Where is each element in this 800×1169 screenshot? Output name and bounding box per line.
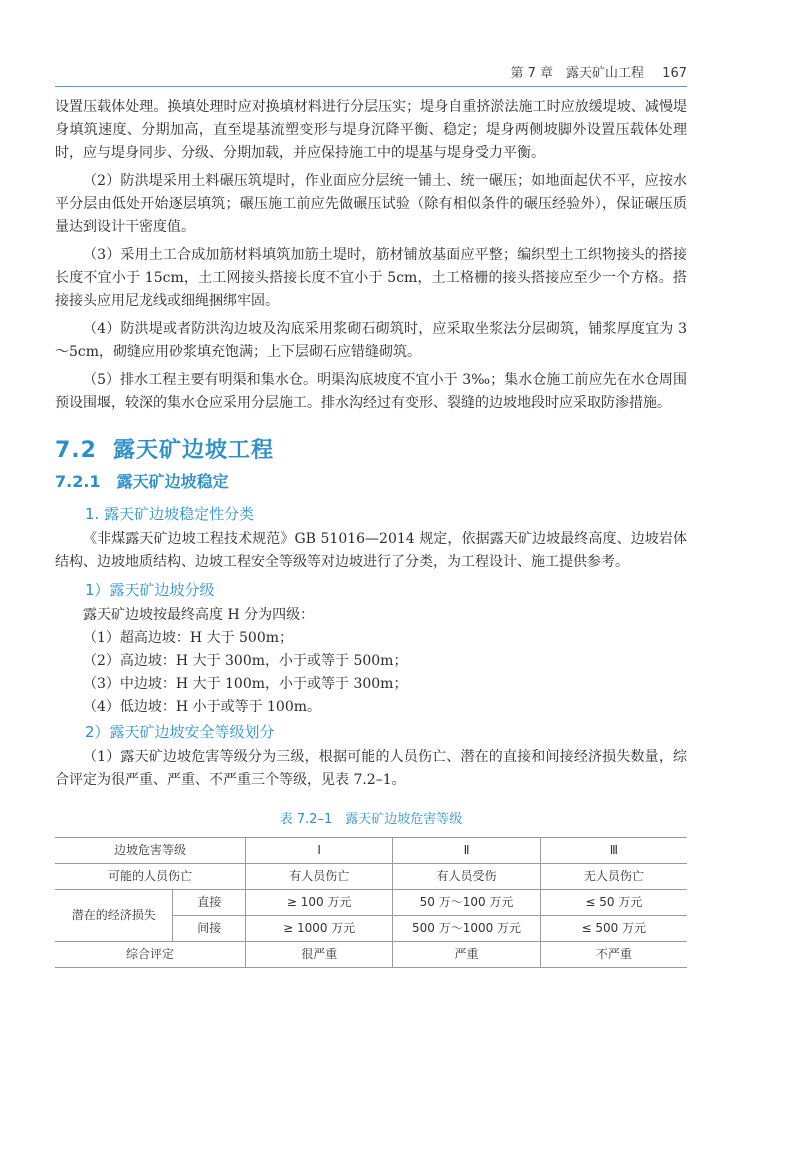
- table-cell: 有人员伤亡: [246, 864, 393, 890]
- grade-item-4: （4）低边坡：H 小于或等于 100m。: [83, 699, 322, 715]
- table-cell: 不严重: [540, 942, 687, 968]
- table-cell: 潜在的经济损失: [55, 890, 173, 942]
- chapter-title: 第 7 章 露天矿山工程: [510, 66, 645, 81]
- table-cell: 可能的人员伤亡: [55, 864, 246, 890]
- table-cell: Ⅰ: [246, 838, 393, 864]
- table-cell: 无人员伤亡: [540, 864, 687, 890]
- section-heading: [55, 439, 687, 462]
- subsection-heading: [55, 470, 687, 493]
- table-cell: ≥ 1000 万元: [246, 916, 393, 942]
- page-number: 167: [662, 66, 687, 81]
- paragraph-3: （3）采用土工合成加筋材料填筑加筋土堤时，筋材铺放基面应平整；编织型土工织物接头的搭接长度不宜小于 15cm，土工网接头搭接长度不宜小于 5cm，土工格栅的接头搭接应至少一个方格。搭接接头应用尼龙线或细绳捆绑牢固。: [55, 247, 687, 309]
- heading-level3: 1. 露天矿边坡稳定性分类: [85, 505, 255, 523]
- table-cell: 50 万～100 万元: [393, 890, 540, 916]
- grade-item-2: （2）高边坡：H 大于 300m，小于或等于 500m；: [83, 653, 408, 669]
- table-row: [55, 942, 687, 968]
- table-caption: 表 7.2–1 露天矿边坡危害等级: [279, 812, 463, 827]
- table-cell: 边坡危害等级: [55, 838, 246, 864]
- page-header: [55, 62, 687, 87]
- paragraph-7: （1）露天矿边坡危害等级分为三级，根据可能的人员伤亡、潜在的直接和间接经济损失数量，综合评定为很严重、严重、不严重三个等级，见表 7.2–1。: [55, 749, 687, 788]
- table-cell: 500 万～1000 万元: [393, 916, 540, 942]
- table-cell: 很严重: [246, 942, 393, 968]
- table-cell: 直接: [173, 890, 246, 916]
- grade-item-1: （1）超高边坡：H 大于 500m；: [83, 630, 294, 646]
- grading-intro: 露天矿边坡按最终高度 H 分为四级：: [83, 607, 315, 623]
- paragraph-5: （5）排水工程主要有明渠和集水仓。明渠沟底坡度不宜小于 3‰；集水仓施工前应先在水仓周围预设围堰，较深的集水仓应采用分层施工。排水沟经过有变形、裂缝的边坡地段时应采取防渗措施。: [55, 372, 687, 411]
- subsection-number: 7.2.1: [55, 472, 101, 491]
- table-row: [55, 838, 687, 864]
- grade-item-3: （3）中边坡：H 大于 100m，小于或等于 300m；: [83, 676, 408, 692]
- table-cell: 有人员受伤: [393, 864, 540, 890]
- paragraph-4: （4）防洪堤或者防洪沟边坡及沟底采用浆砌石砌筑时，应采取坐浆法分层砌筑，铺浆厚度宜为 3～5cm，砌缝应用砂浆填充饱满；上下层砌石应错缝砌筑。: [55, 321, 687, 360]
- table-cell: ≤ 50 万元: [540, 890, 687, 916]
- table-cell: 综合评定: [55, 942, 246, 968]
- section-title: 露天矿边坡工程: [112, 438, 274, 463]
- table-cell: ≥ 100 万元: [246, 890, 393, 916]
- heading-grading: 1）露天矿边坡分级: [85, 581, 215, 599]
- page-content: [55, 96, 687, 968]
- subsection-title: 露天矿边坡稳定: [116, 472, 229, 491]
- table-cell: Ⅱ: [393, 838, 540, 864]
- table-cell: 间接: [173, 916, 246, 942]
- table-row: [55, 890, 687, 916]
- paragraph-1: 设置压载体处理。换填处理时应对换填材料进行分层压实；堤身自重挤淤法施工时应放缓堤坡、减慢堤身填筑速度、分期加高，直至堤基流塑变形与堤身沉降平衡、稳定；堤身两侧坡脚外设置压载体处理时，应与堤身同步、分级、分期加载，并应保持施工中的堤基与堤身受力平衡。: [55, 99, 687, 161]
- paragraph-2: （2）防洪堤采用土料碾压筑堤时，作业面应分层统一铺土、统一碾压；如地面起伏不平，应按水平分层由低处开始逐层填筑；碾压施工前应先做碾压试验（除有相似条件的碾压经验外），保证碾压质量达到设计干密度值。: [55, 173, 687, 235]
- section-number: 7.2: [55, 438, 97, 463]
- table-cell: ≤ 500 万元: [540, 916, 687, 942]
- paragraph-6: 《非煤露天矿边坡工程技术规范》GB 51016—2014 规定，依据露天矿边坡最终高度、边坡岩体结构、边坡地质结构、边坡工程安全等级等对边坡进行了分类，为工程设计、施工提供参考。: [55, 531, 687, 570]
- hazard-level-table: [55, 837, 687, 968]
- table-row: [55, 864, 687, 890]
- table-cell: 严重: [393, 942, 540, 968]
- table-cell: Ⅲ: [540, 838, 687, 864]
- heading-safety-level: 2）露天矿边坡安全等级划分: [85, 723, 275, 741]
